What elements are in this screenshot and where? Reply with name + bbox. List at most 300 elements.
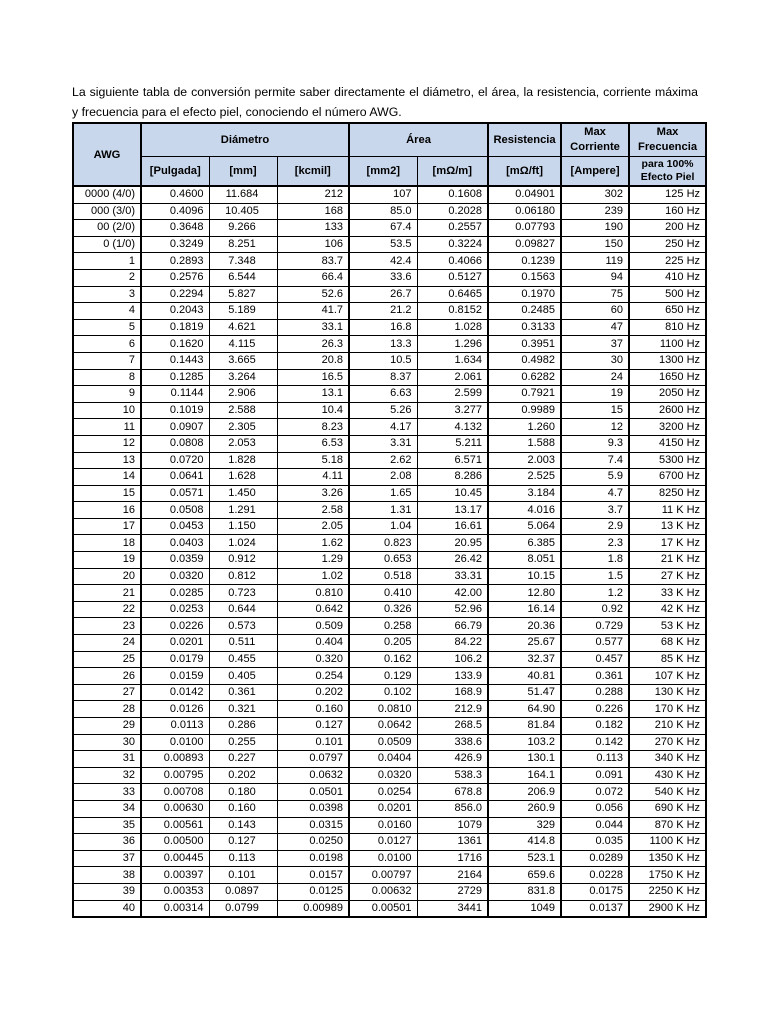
cell-kcmil: 0.0125 — [277, 883, 349, 900]
cell-frecuencia: 225 Hz — [629, 253, 706, 270]
cell-mohm-ft: 8.051 — [488, 552, 561, 569]
cell-ampere: 0.0289 — [561, 850, 629, 867]
cell-frecuencia: 2600 Hz — [629, 402, 706, 419]
cell-ampere: 37 — [561, 336, 629, 353]
cell-mohm-m: 106.2 — [417, 651, 488, 668]
cell-mm: 2.305 — [209, 419, 277, 436]
table-row — [73, 684, 706, 701]
header-mm: [mm] — [209, 157, 277, 187]
cell-mohm-ft: 3.184 — [488, 485, 561, 502]
cell-mm: 4.621 — [209, 319, 277, 336]
table-row — [73, 883, 706, 900]
cell-kcmil: 0.160 — [277, 701, 349, 718]
cell-mm2: 1.31 — [349, 502, 417, 519]
cell-kcmil: 3.26 — [277, 485, 349, 502]
table-row — [73, 518, 706, 535]
cell-pulgada: 0.1144 — [141, 386, 209, 403]
cell-pulgada: 0.0571 — [141, 485, 209, 502]
cell-mm2: 0.00632 — [349, 883, 417, 900]
cell-ampere: 47 — [561, 319, 629, 336]
cell-mohm-ft: 0.3951 — [488, 336, 561, 353]
cell-ampere: 9.3 — [561, 435, 629, 452]
cell-awg: 7 — [73, 352, 141, 369]
cell-ampere: 150 — [561, 236, 629, 253]
cell-mm2: 0.0160 — [349, 817, 417, 834]
cell-mm2: 0.653 — [349, 552, 417, 569]
cell-mohm-m: 26.42 — [417, 552, 488, 569]
cell-pulgada: 0.0100 — [141, 734, 209, 751]
cell-awg: 12 — [73, 435, 141, 452]
cell-mm2: 0.129 — [349, 668, 417, 685]
cell-mm: 0.180 — [209, 784, 277, 801]
cell-pulgada: 0.0201 — [141, 635, 209, 652]
cell-mohm-ft: 164.1 — [488, 767, 561, 784]
cell-ampere: 0.361 — [561, 668, 629, 685]
cell-ampere: 12 — [561, 419, 629, 436]
cell-kcmil: 2.58 — [277, 502, 349, 519]
cell-mohm-ft: 1.588 — [488, 435, 561, 452]
cell-mm: 1.628 — [209, 469, 277, 486]
table-row — [73, 319, 706, 336]
table-row — [73, 269, 706, 286]
cell-ampere: 0.0137 — [561, 900, 629, 917]
cell-awg: 17 — [73, 518, 141, 535]
cell-awg: 38 — [73, 867, 141, 884]
cell-pulgada: 0.3648 — [141, 220, 209, 237]
cell-mohm-m: 66.79 — [417, 618, 488, 635]
cell-mm: 7.348 — [209, 253, 277, 270]
cell-kcmil: 41.7 — [277, 303, 349, 320]
table-row — [73, 718, 706, 735]
table-row — [73, 303, 706, 320]
cell-mm: 0.227 — [209, 751, 277, 768]
cell-mm2: 0.0509 — [349, 734, 417, 751]
cell-mohm-ft: 831.8 — [488, 883, 561, 900]
cell-pulgada: 0.00561 — [141, 817, 209, 834]
cell-awg: 24 — [73, 635, 141, 652]
cell-pulgada: 0.00708 — [141, 784, 209, 801]
cell-pulgada: 0.0359 — [141, 552, 209, 569]
cell-pulgada: 0.0126 — [141, 701, 209, 718]
cell-frecuencia: 107 K Hz — [629, 668, 706, 685]
cell-mm: 0.255 — [209, 734, 277, 751]
cell-awg: 29 — [73, 718, 141, 735]
cell-mm2: 0.518 — [349, 568, 417, 585]
cell-mohm-m: 268.5 — [417, 718, 488, 735]
cell-frecuencia: 170 K Hz — [629, 701, 706, 718]
cell-frecuencia: 200 Hz — [629, 220, 706, 237]
cell-mohm-ft: 0.1239 — [488, 253, 561, 270]
cell-awg: 34 — [73, 800, 141, 817]
cell-mm: 9.266 — [209, 220, 277, 237]
cell-mm2: 0.823 — [349, 535, 417, 552]
cell-mm: 6.544 — [209, 269, 277, 286]
cell-mm2: 3.31 — [349, 435, 417, 452]
cell-kcmil: 133 — [277, 220, 349, 237]
cell-mm: 0.113 — [209, 850, 277, 867]
cell-mohm-m: 2729 — [417, 883, 488, 900]
table-row — [73, 867, 706, 884]
cell-mohm-ft: 260.9 — [488, 800, 561, 817]
cell-ampere: 94 — [561, 269, 629, 286]
table-row — [73, 253, 706, 270]
cell-kcmil: 0.810 — [277, 585, 349, 602]
cell-ampere: 190 — [561, 220, 629, 237]
cell-frecuencia: 690 K Hz — [629, 800, 706, 817]
cell-kcmil: 1.29 — [277, 552, 349, 569]
cell-pulgada: 0.4096 — [141, 203, 209, 220]
intro-paragraph: La siguiente tabla de conversión permite saber directamente el diámetro, el área, la resistencia, corriente máxima y frecuencia para el efecto piel, conociendo el número AWG. — [72, 85, 698, 120]
cell-awg: 23 — [73, 618, 141, 635]
cell-mohm-m: 0.2028 — [417, 203, 488, 220]
cell-ampere: 0.577 — [561, 635, 629, 652]
cell-mm2: 0.0254 — [349, 784, 417, 801]
cell-frecuencia: 1750 K Hz — [629, 867, 706, 884]
cell-kcmil: 168 — [277, 203, 349, 220]
cell-pulgada: 0.0508 — [141, 502, 209, 519]
cell-mm2: 13.3 — [349, 336, 417, 353]
cell-ampere: 1.5 — [561, 568, 629, 585]
cell-mm: 0.511 — [209, 635, 277, 652]
cell-awg: 2 — [73, 269, 141, 286]
cell-mohm-m: 8.286 — [417, 469, 488, 486]
table-row — [73, 635, 706, 652]
cell-mohm-m: 1.634 — [417, 352, 488, 369]
table-row — [73, 800, 706, 817]
cell-mohm-ft: 20.36 — [488, 618, 561, 635]
cell-awg: 13 — [73, 452, 141, 469]
cell-pulgada: 0.0285 — [141, 585, 209, 602]
cell-awg: 18 — [73, 535, 141, 552]
cell-pulgada: 0.1819 — [141, 319, 209, 336]
cell-mohm-ft: 51.47 — [488, 684, 561, 701]
cell-mohm-ft: 1049 — [488, 900, 561, 917]
header-mohm-m: [mΩ/m] — [417, 157, 488, 187]
cell-mohm-ft: 0.7921 — [488, 386, 561, 403]
cell-frecuencia: 410 Hz — [629, 269, 706, 286]
cell-mm: 11.684 — [209, 186, 277, 203]
cell-mohm-m: 0.6465 — [417, 286, 488, 303]
cell-mm2: 107 — [349, 186, 417, 203]
cell-mohm-ft: 659.6 — [488, 867, 561, 884]
cell-frecuencia: 8250 Hz — [629, 485, 706, 502]
cell-ampere: 1.8 — [561, 552, 629, 569]
cell-frecuencia: 13 K Hz — [629, 518, 706, 535]
cell-pulgada: 0.00500 — [141, 834, 209, 851]
table-row — [73, 618, 706, 635]
table-row — [73, 552, 706, 569]
cell-pulgada: 0.0320 — [141, 568, 209, 585]
cell-mm2: 0.00501 — [349, 900, 417, 917]
cell-mohm-m: 0.5127 — [417, 269, 488, 286]
cell-mohm-m: 2164 — [417, 867, 488, 884]
cell-frecuencia: 5300 Hz — [629, 452, 706, 469]
cell-kcmil: 1.62 — [277, 535, 349, 552]
cell-mm2: 4.17 — [349, 419, 417, 436]
cell-ampere: 0.729 — [561, 618, 629, 635]
cell-frecuencia: 540 K Hz — [629, 784, 706, 801]
cell-pulgada: 0.0808 — [141, 435, 209, 452]
cell-ampere: 7.4 — [561, 452, 629, 469]
cell-frecuencia: 33 K Hz — [629, 585, 706, 602]
cell-pulgada: 0.0720 — [141, 452, 209, 469]
cell-awg: 27 — [73, 684, 141, 701]
cell-pulgada: 0.00630 — [141, 800, 209, 817]
cell-frecuencia: 160 Hz — [629, 203, 706, 220]
cell-frecuencia: 810 Hz — [629, 319, 706, 336]
cell-mm2: 0.410 — [349, 585, 417, 602]
cell-mohm-ft: 12.80 — [488, 585, 561, 602]
cell-kcmil: 1.02 — [277, 568, 349, 585]
cell-awg: 21 — [73, 585, 141, 602]
cell-mm: 0.405 — [209, 668, 277, 685]
cell-mohm-ft: 0.1563 — [488, 269, 561, 286]
cell-mohm-ft: 6.385 — [488, 535, 561, 552]
cell-ampere: 0.0228 — [561, 867, 629, 884]
cell-mohm-m: 133.9 — [417, 668, 488, 685]
cell-mm: 0.723 — [209, 585, 277, 602]
cell-kcmil: 16.5 — [277, 369, 349, 386]
cell-kcmil: 0.320 — [277, 651, 349, 668]
cell-mm2: 10.5 — [349, 352, 417, 369]
table-row — [73, 767, 706, 784]
cell-frecuencia: 17 K Hz — [629, 535, 706, 552]
cell-pulgada: 0.1019 — [141, 402, 209, 419]
cell-frecuencia: 130 K Hz — [629, 684, 706, 701]
cell-mm2: 0.326 — [349, 601, 417, 618]
cell-awg: 25 — [73, 651, 141, 668]
cell-mm: 0.361 — [209, 684, 277, 701]
cell-mohm-ft: 0.2485 — [488, 303, 561, 320]
cell-kcmil: 5.18 — [277, 452, 349, 469]
cell-kcmil: 0.0250 — [277, 834, 349, 851]
cell-mohm-ft: 329 — [488, 817, 561, 834]
cell-kcmil: 0.101 — [277, 734, 349, 751]
table-row — [73, 220, 706, 237]
cell-pulgada: 0.00397 — [141, 867, 209, 884]
cell-mm2: 0.00797 — [349, 867, 417, 884]
cell-frecuencia: 4150 Hz — [629, 435, 706, 452]
cell-pulgada: 0.0907 — [141, 419, 209, 436]
cell-kcmil: 52.6 — [277, 286, 349, 303]
cell-mm: 0.202 — [209, 767, 277, 784]
header-diametro: Diámetro — [141, 123, 349, 157]
cell-mm2: 2.62 — [349, 452, 417, 469]
cell-mm: 0.143 — [209, 817, 277, 834]
cell-ampere: 60 — [561, 303, 629, 320]
cell-mm2: 0.258 — [349, 618, 417, 635]
cell-kcmil: 8.23 — [277, 419, 349, 436]
cell-mm: 1.828 — [209, 452, 277, 469]
cell-mohm-ft: 414.8 — [488, 834, 561, 851]
cell-mm: 0.101 — [209, 867, 277, 884]
cell-mm: 0.321 — [209, 701, 277, 718]
cell-ampere: 75 — [561, 286, 629, 303]
cell-mm: 2.906 — [209, 386, 277, 403]
cell-kcmil: 212 — [277, 186, 349, 203]
cell-pulgada: 0.0641 — [141, 469, 209, 486]
cell-mohm-m: 0.3224 — [417, 236, 488, 253]
cell-kcmil: 0.0315 — [277, 817, 349, 834]
cell-mohm-m: 4.132 — [417, 419, 488, 436]
cell-awg: 10 — [73, 402, 141, 419]
cell-mohm-m: 1.028 — [417, 319, 488, 336]
header-ampere: [Ampere] — [561, 157, 629, 187]
cell-ampere: 5.9 — [561, 469, 629, 486]
cell-mohm-ft: 523.1 — [488, 850, 561, 867]
cell-mohm-ft: 0.4982 — [488, 352, 561, 369]
cell-mm2: 1.04 — [349, 518, 417, 535]
table-row — [73, 651, 706, 668]
cell-mm2: 0.0127 — [349, 834, 417, 851]
cell-mm: 3.264 — [209, 369, 277, 386]
cell-mohm-m: 426.9 — [417, 751, 488, 768]
cell-kcmil: 0.509 — [277, 618, 349, 635]
cell-frecuencia: 1100 K Hz — [629, 834, 706, 851]
cell-ampere: 0.226 — [561, 701, 629, 718]
cell-kcmil: 0.254 — [277, 668, 349, 685]
cell-kcmil: 0.0398 — [277, 800, 349, 817]
cell-mohm-m: 5.211 — [417, 435, 488, 452]
cell-mohm-ft: 0.04901 — [488, 186, 561, 203]
cell-mm2: 67.4 — [349, 220, 417, 237]
cell-frecuencia: 1300 Hz — [629, 352, 706, 369]
cell-mm: 1.024 — [209, 535, 277, 552]
cell-mm2: 6.63 — [349, 386, 417, 403]
cell-kcmil: 2.05 — [277, 518, 349, 535]
cell-mm2: 21.2 — [349, 303, 417, 320]
cell-pulgada: 0.0403 — [141, 535, 209, 552]
cell-frecuencia: 210 K Hz — [629, 718, 706, 735]
cell-mm2: 2.08 — [349, 469, 417, 486]
cell-pulgada: 0.0142 — [141, 684, 209, 701]
cell-mohm-ft: 64.90 — [488, 701, 561, 718]
table-row — [73, 352, 706, 369]
cell-mm: 0.812 — [209, 568, 277, 585]
table-row — [73, 502, 706, 519]
cell-mohm-ft: 1.260 — [488, 419, 561, 436]
cell-frecuencia: 125 Hz — [629, 186, 706, 203]
cell-kcmil: 66.4 — [277, 269, 349, 286]
cell-frecuencia: 27 K Hz — [629, 568, 706, 585]
cell-mohm-ft: 4.016 — [488, 502, 561, 519]
cell-frecuencia: 270 K Hz — [629, 734, 706, 751]
header-mohm-ft: [mΩ/ft] — [488, 157, 561, 187]
table-header — [73, 123, 706, 186]
cell-mm2: 1.65 — [349, 485, 417, 502]
table-row — [73, 850, 706, 867]
cell-mm2: 53.5 — [349, 236, 417, 253]
cell-mohm-m: 6.571 — [417, 452, 488, 469]
table-row — [73, 535, 706, 552]
cell-ampere: 4.7 — [561, 485, 629, 502]
cell-kcmil: 83.7 — [277, 253, 349, 270]
cell-awg: 8 — [73, 369, 141, 386]
cell-awg: 3 — [73, 286, 141, 303]
cell-frecuencia: 650 Hz — [629, 303, 706, 320]
table-row — [73, 601, 706, 618]
cell-mm2: 16.8 — [349, 319, 417, 336]
cell-mm: 0.160 — [209, 800, 277, 817]
cell-mohm-m: 13.17 — [417, 502, 488, 519]
cell-frecuencia: 3200 Hz — [629, 419, 706, 436]
cell-pulgada: 0.0253 — [141, 601, 209, 618]
cell-awg: 39 — [73, 883, 141, 900]
cell-mohm-m: 2.061 — [417, 369, 488, 386]
cell-ampere: 0.288 — [561, 684, 629, 701]
cell-mm: 1.291 — [209, 502, 277, 519]
cell-frecuencia: 500 Hz — [629, 286, 706, 303]
cell-mohm-m: 0.1608 — [417, 186, 488, 203]
table-row — [73, 668, 706, 685]
cell-mohm-m: 0.8152 — [417, 303, 488, 320]
table-row — [73, 784, 706, 801]
cell-kcmil: 0.00989 — [277, 900, 349, 917]
cell-mm2: 0.0100 — [349, 850, 417, 867]
cell-awg: 32 — [73, 767, 141, 784]
header-area: Área — [349, 123, 488, 157]
cell-pulgada: 0.1620 — [141, 336, 209, 353]
cell-kcmil: 33.1 — [277, 319, 349, 336]
cell-mohm-m: 42.00 — [417, 585, 488, 602]
cell-mohm-ft: 0.07793 — [488, 220, 561, 237]
cell-frecuencia: 2900 K Hz — [629, 900, 706, 917]
header-resistencia: Resistencia — [488, 123, 561, 157]
cell-awg: 31 — [73, 751, 141, 768]
cell-awg: 1 — [73, 253, 141, 270]
cell-kcmil: 0.0198 — [277, 850, 349, 867]
cell-ampere: 0.0175 — [561, 883, 629, 900]
cell-frecuencia: 85 K Hz — [629, 651, 706, 668]
cell-mohm-m: 20.95 — [417, 535, 488, 552]
cell-pulgada: 0.00445 — [141, 850, 209, 867]
cell-frecuencia: 11 K Hz — [629, 502, 706, 519]
cell-frecuencia: 340 K Hz — [629, 751, 706, 768]
cell-frecuencia: 21 K Hz — [629, 552, 706, 569]
cell-kcmil: 0.202 — [277, 684, 349, 701]
cell-mohm-m: 0.4066 — [417, 253, 488, 270]
table-row — [73, 734, 706, 751]
cell-mohm-m: 1.296 — [417, 336, 488, 353]
cell-mm2: 8.37 — [349, 369, 417, 386]
cell-pulgada: 0.00314 — [141, 900, 209, 917]
table-row — [73, 336, 706, 353]
cell-awg: 0 (1/0) — [73, 236, 141, 253]
cell-frecuencia: 1650 Hz — [629, 369, 706, 386]
cell-pulgada: 0.1443 — [141, 352, 209, 369]
cell-awg: 36 — [73, 834, 141, 851]
header-pulgada: [Pulgada] — [141, 157, 209, 187]
cell-pulgada: 0.2893 — [141, 253, 209, 270]
cell-mohm-ft: 103.2 — [488, 734, 561, 751]
table-row — [73, 369, 706, 386]
cell-kcmil: 4.11 — [277, 469, 349, 486]
cell-awg: 11 — [73, 419, 141, 436]
cell-frecuencia: 2250 K Hz — [629, 883, 706, 900]
cell-frecuencia: 250 Hz — [629, 236, 706, 253]
cell-mohm-ft: 5.064 — [488, 518, 561, 535]
cell-mohm-m: 856.0 — [417, 800, 488, 817]
table-row — [73, 568, 706, 585]
cell-ampere: 19 — [561, 386, 629, 403]
cell-awg: 26 — [73, 668, 141, 685]
cell-mohm-m: 338.6 — [417, 734, 488, 751]
cell-kcmil: 6.53 — [277, 435, 349, 452]
cell-ampere: 3.7 — [561, 502, 629, 519]
cell-mm2: 0.0810 — [349, 701, 417, 718]
cell-mohm-m: 212.9 — [417, 701, 488, 718]
header-max-frecuencia: Max Frecuencia — [629, 123, 706, 157]
